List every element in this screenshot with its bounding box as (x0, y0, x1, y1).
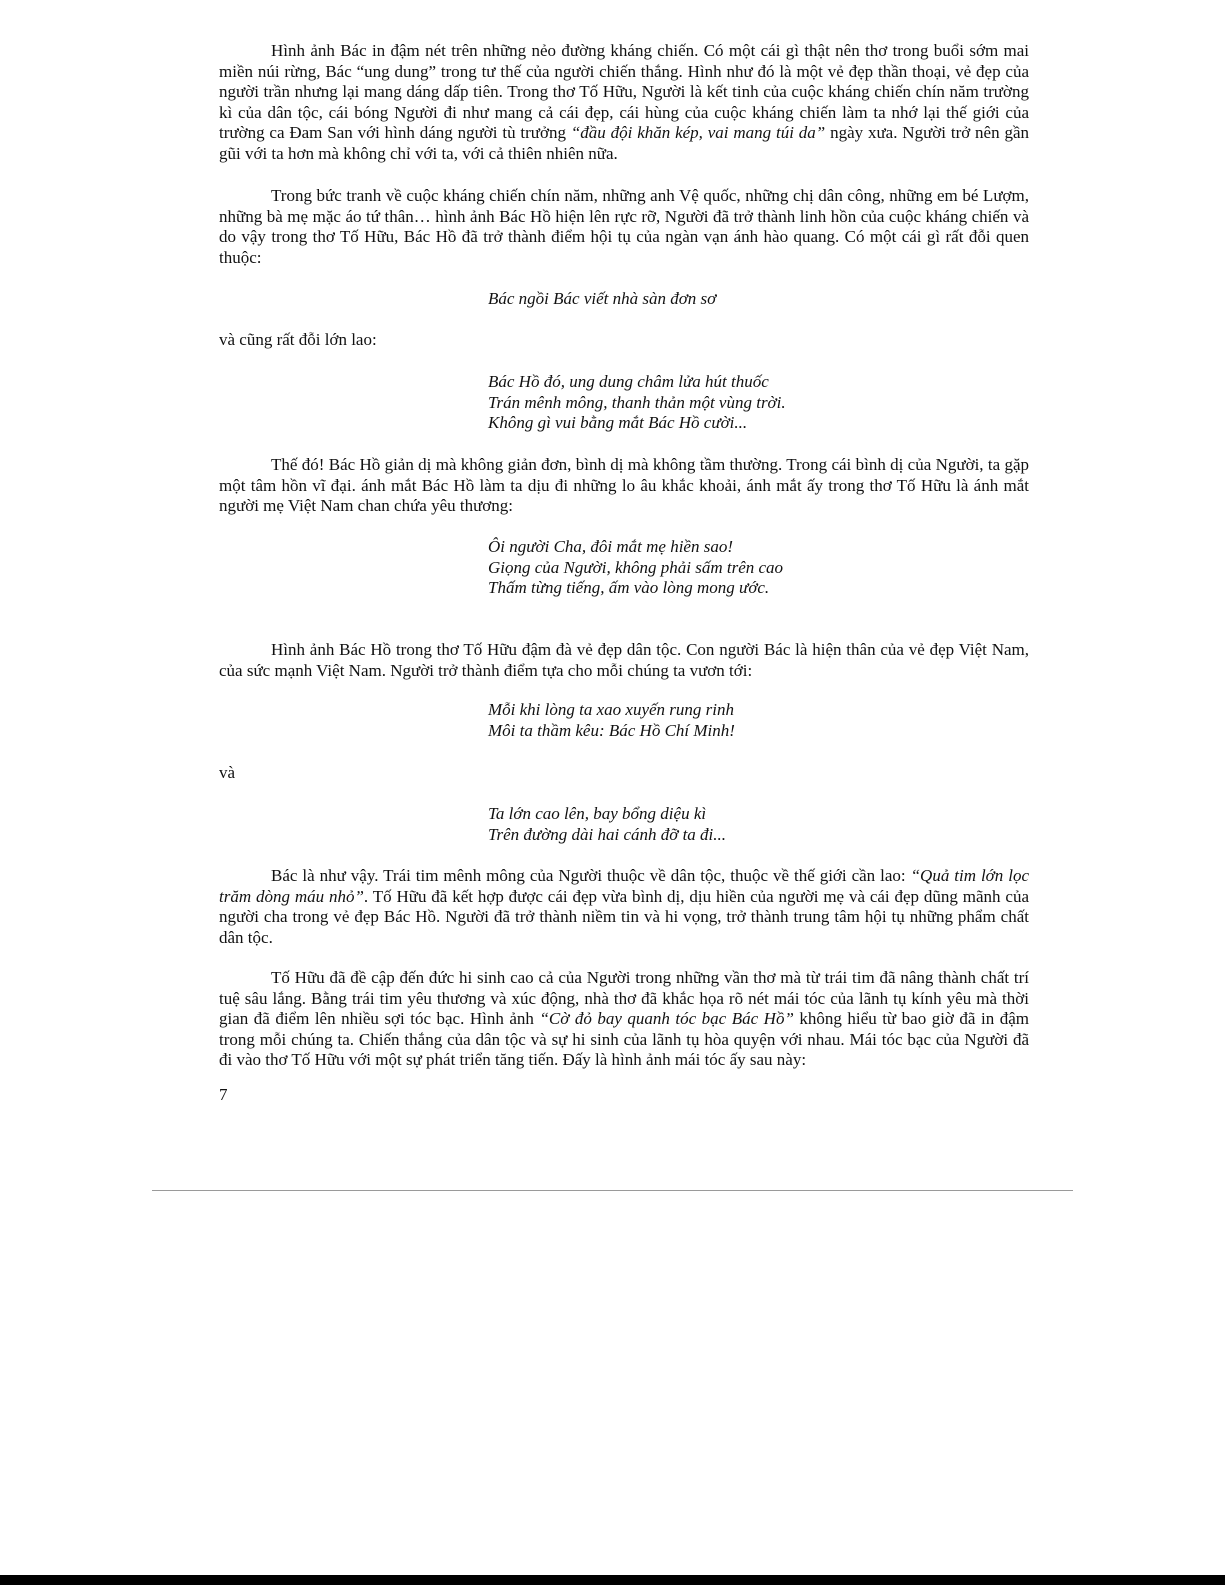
verse-1 (488, 289, 716, 310)
verse-line: Ôi người Cha, đôi mắt mẹ hiền sao! (488, 537, 733, 556)
paragraph-1: Hình ảnh Bác in đậm nét trên những nẻo đường kháng chiến. Có một cái gì thật nên thơ trong buổi sớm mai miền núi rừng, Bác “ung dung” trong tư thế của người chiến thắng. Hình như đó là một vẻ đẹp thần thoại, vẻ đẹp của người trần nhưng lại mang dáng dấp tiên. Trong thơ Tố Hữu, Người là kết tinh của cuộc kháng chiến chín năm trường kì của dân tộc, cái bóng Người đi như mang cả cái đẹp, cái hùng của cuộc kháng chiến làm ta nhớ lại thế giới của trường ca Đam San với hình dáng người tù trưởng “đầu đội khăn kép, vai mang túi da” ngày xưa. Người trở nên gần gũi với ta hơn mà không chỉ với ta, với cả thiên nhiên nữa. (219, 41, 1029, 163)
verse-line: Môi ta thầm kêu: Bác Hồ Chí Minh! (488, 720, 735, 740)
verse-5 (488, 804, 726, 845)
verse-line: Bác Hồ đó, ung dung châm lửa hút thuốc (488, 372, 769, 391)
verse-line: Thấm từng tiếng, ấm vào lòng mong ước. (488, 578, 770, 598)
paragraph-4: Thế đó! Bác Hồ giản dị mà không giản đơn, bình dị mà không tầm thường. Trong cái bình dị của Người, ta gặp một tâm hồn vĩ đại. ánh mắt Bác Hồ làm ta dịu đi những lo âu khắc khoải, ánh mắt ấy trong thơ Tố Hữu là ánh mắt người mẹ Việt Nam chan chứa yêu thương: (219, 455, 1029, 516)
verse-3 (488, 537, 783, 599)
paragraph-3-lead: và cũng rất đỗi lớn lao: (219, 330, 377, 349)
verse-line: Bác ngồi Bác viết nhà sàn đơn sơ (488, 289, 717, 308)
verse-line: Giọng của Người, không phải sấm trên cao (488, 557, 784, 577)
paragraph-5: Hình ảnh Bác Hồ trong thơ Tố Hữu đậm đà vẻ đẹp dân tộc. Con người Bác là hiện thân của vẻ đẹp Việt Nam, của sức mạnh Việt Nam. Người trở thành điểm tựa cho mỗi chúng ta vươn tới: (219, 640, 1029, 680)
bottom-bar (0, 1575, 1225, 1585)
verse-line: Ta lớn cao lên, bay bổng diệu kì (488, 804, 707, 823)
paragraph-8: Tố Hữu đã đề cập đến đức hi sinh cao cả của Người trong những vần thơ mà từ trái tim đã nâng thành chất trí tuệ sâu lắng. Bằng trái tim yêu thương và xúc động, nhà thơ đã khắc họa rõ nét mái tóc của lãnh tụ kính yêu mà thời gian đã điểm lên nhiều sợi tóc bạc. Hình ảnh “Cờ đỏ bay quanh tóc bạc Bác Hồ” không hiểu từ bao giờ đã in đậm trong mỗi chúng ta. Chiến thắng của dân tộc và sự hi sinh của lãnh tụ hòa quyện với nhau. Mái tóc bạc của Người đã đi vào thơ Tố Hữu với một sự phát triển tăng tiến. Đấy là hình ảnh mái tóc ấy sau này: (219, 968, 1029, 1070)
paragraph-2: Trong bức tranh về cuộc kháng chiến chín năm, những anh Vệ quốc, những chị dân công, những em bé Lượm, những bà mẹ mặc áo tứ thân… hình ảnh Bác Hồ hiện lên rực rỡ, Người đã trở thành linh hồn của cuộc kháng chiến và do vậy trong thơ Tố Hữu, Bác Hồ đã trở thành điểm hội tụ của ngàn vạn ánh hào quang. Có một cái gì rất đỗi quen thuộc: (219, 186, 1029, 267)
verse-4 (488, 700, 735, 741)
verse-line: Mỗi khi lòng ta xao xuyến rung rinh (488, 700, 734, 719)
quote-dam-san: “đầu đội khăn kép, vai mang túi da” (570, 123, 826, 143)
verse-line: Trán mênh mông, thanh thản một vùng trời. (488, 392, 786, 412)
verse-line: Không gì vui bằng mắt Bác Hồ cười... (488, 413, 748, 433)
paragraph-7: Bác là như vậy. Trái tim mênh mông của Người thuộc về dân tộc, thuộc về thế giới cần lao: “Quả tim lớn lọc trăm dòng máu nhỏ”. Tố Hữu đã kết hợp được cái đẹp vừa bình dị, dịu hiền của người mẹ và cái đẹp dũng mãnh của người cha trong vẻ đẹp Bác Hồ. Người đã trở thành niềm tin và hi vọng, trở thành trung tâm hội tụ những phẩm chất dân tộc. (219, 866, 1029, 947)
quote-co-do: “Cờ đỏ bay quanh tóc bạc Bác Hồ” (539, 1009, 794, 1029)
page-number: 7 (219, 1085, 228, 1104)
verse-line: Trên đường dài hai cánh đỡ ta đi... (488, 824, 727, 844)
paragraph-6-lead: và (219, 763, 236, 782)
page-divider (152, 1190, 1073, 1191)
quote-qua-tim: “Quả tim lớn lọc trăm dòng máu nhỏ” (219, 866, 1029, 906)
verse-2 (488, 372, 786, 434)
